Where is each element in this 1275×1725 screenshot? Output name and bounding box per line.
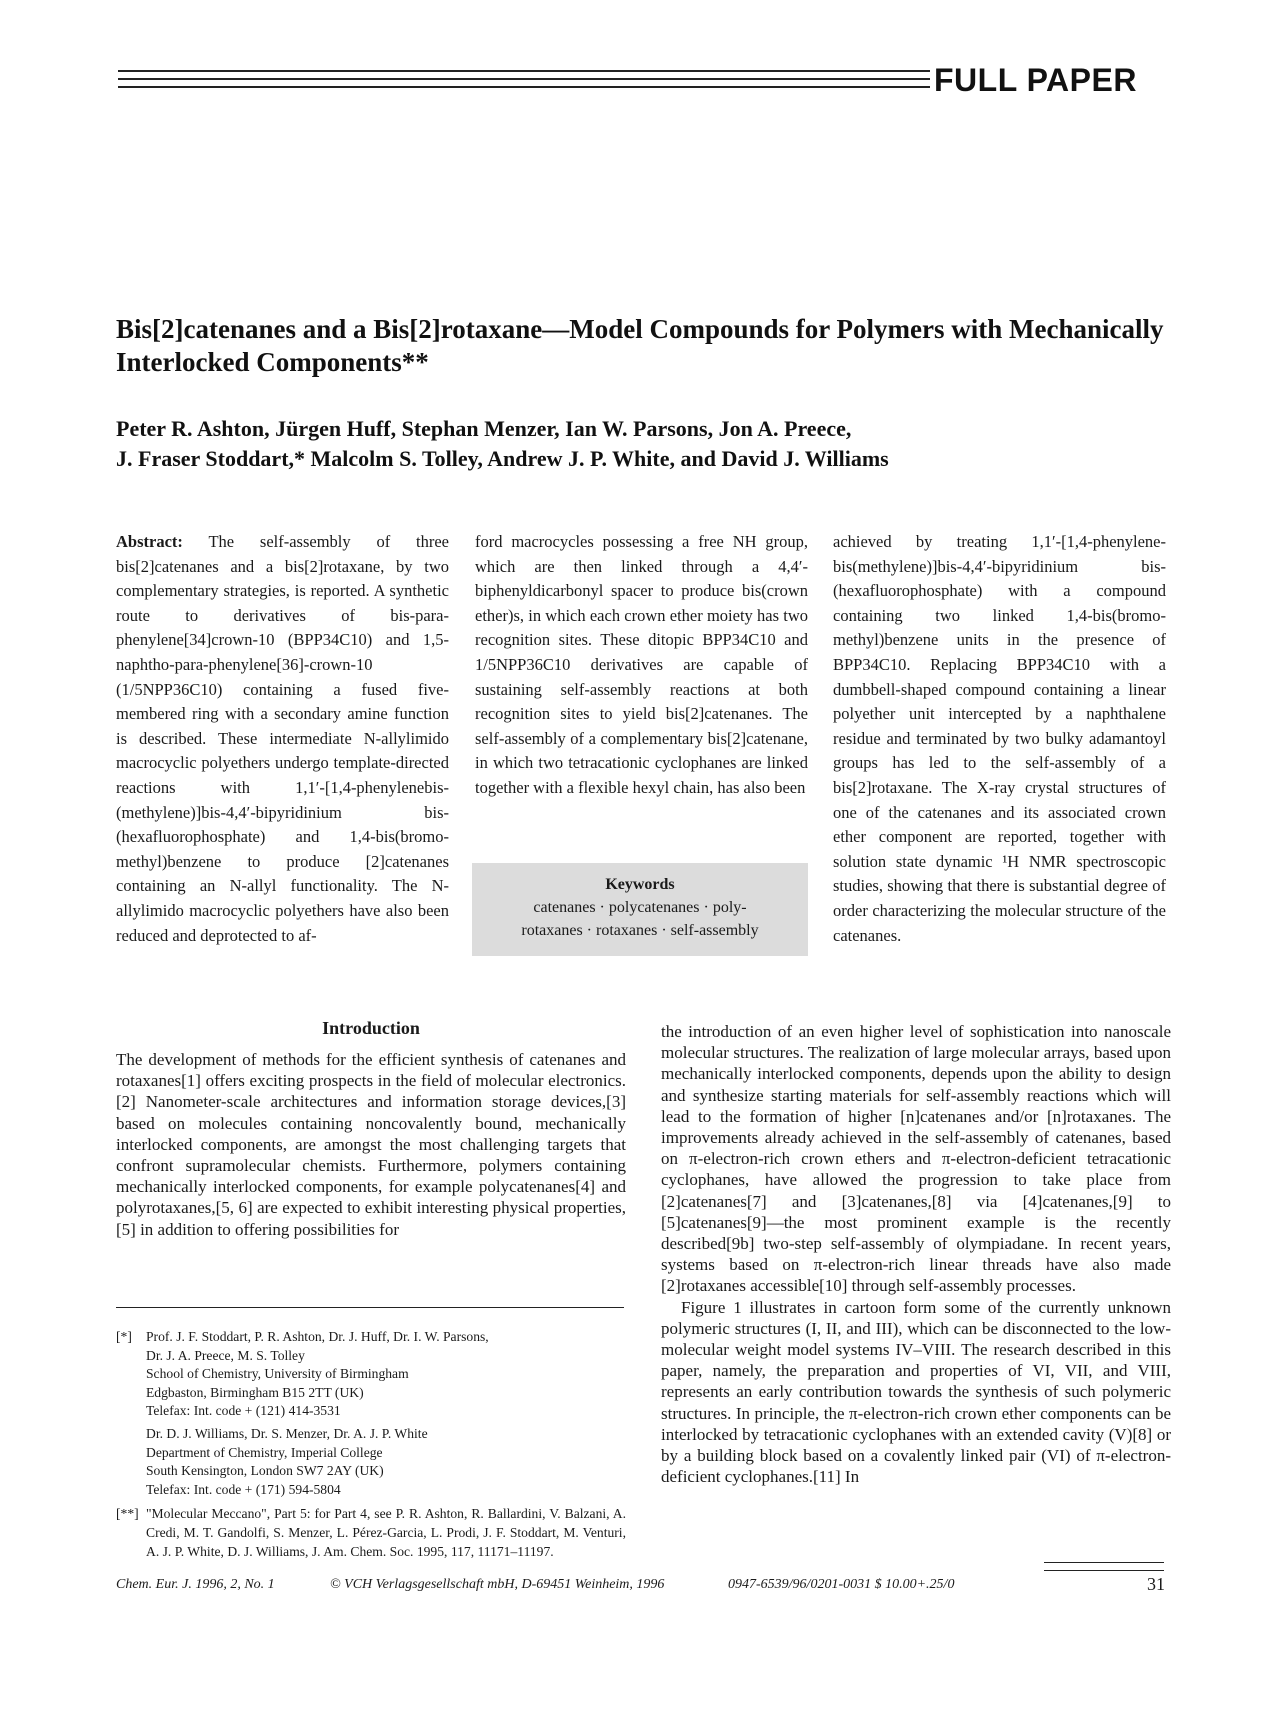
- introduction-heading: Introduction: [322, 1018, 420, 1038]
- abstract-column-1: [116, 530, 449, 948]
- footer-journal: Chem. Eur. J. 1996, 2, No. 1: [116, 1577, 275, 1592]
- keywords-box: [472, 863, 808, 956]
- affiliation-line: Telefax: Int. code + (121) 414-3531: [146, 1403, 341, 1419]
- affiliation-line: School of Chemistry, University of Birmingham: [146, 1366, 409, 1382]
- footer-code: 0947-6539/96/0201-0031 $ 10.00+.25/0: [728, 1577, 955, 1592]
- footnote-series-text: "Molecular Meccano", Part 5: for Part 4, see P. R. Ashton, R. Ballardini, V. Balzani, A. Credi, M. T. Gandolfi, S. Menzer, L. Pérez-Garcia, L. Prodi, J. F. Stoddart, M. Venturi, A. J. P. White, D. J. Williams, J. Am. Chem. Soc. 1995, 117, 11171–11197.: [146, 1506, 626, 1559]
- footnotes: [116, 1328, 626, 1567]
- intro-paragraph-2: the introduction of an even higher level of sophistication into nanoscale molecular structures. The realization of large molecular arrays, based upon mechanically interlocked components, depends upon the ability to design and synthesize starting materials for self-assembly reactions which will lead to the formation of higher [n]catenanes and/or [n]rotaxanes. The improvements already achieved in the self-assembly of catenanes, based on π-electron-rich crown ethers and π-electron-deficient tetracationic cyclophanes, have allowed the progression to take place from [2]catenanes[7] and [3]catenanes,[8] via [4]catenanes,[9] to [5]catenanes[9]—the most prominent example is the recently described[9b] two-step self-assembly of olympiadane. In recent years, systems based on π-electron-rich linear threads have also made [2]rotaxanes accessible[10] through self-assembly processes.: [661, 1022, 1171, 1296]
- footer-copyright: © VCH Verlagsgesellschaft mbH, D-69451 Weinheim, 1996: [330, 1577, 665, 1592]
- abstract-column-3: [833, 530, 1166, 948]
- author-line-2: J. Fraser Stoddart,* Malcolm S. Tolley, Andrew J. P. White, and David J. Williams: [116, 446, 889, 471]
- affiliation-line: Dr. J. A. Preece, M. S. Tolley: [146, 1347, 305, 1363]
- page-number: 31: [1147, 1574, 1165, 1594]
- affiliation-line: Telefax: Int. code + (171) 594-5804: [146, 1481, 341, 1497]
- keywords-heading: Keywords: [605, 876, 675, 893]
- section-label: FULL PAPER: [934, 62, 1137, 98]
- affiliation-line: Edgbaston, Birmingham B15 2TT (UK): [146, 1384, 364, 1400]
- body-column-1: [116, 1049, 626, 1240]
- author-list: [116, 414, 1176, 474]
- footnote-series: [116, 1505, 626, 1561]
- affiliation-line: Department of Chemistry, Imperial College: [146, 1444, 383, 1460]
- abstract-text-2: ford macrocycles possessing a free NH group, which are then linked through a 4,4′-biphenyldicarbonyl spacer to produce bis(crown ether)s, in which each crown ether moiety has two recognition sites. These ditopic BPP34C10 and 1/5NPP36C10 derivatives are capable of sustaining self-assembly reactions at both recognition sites to yield bis[2]catenanes. The self-assembly of a complementary bis[2]catenane, in which two tetracationic cyclophanes are linked together with a flexible hexyl chain, has also been: [475, 532, 808, 797]
- header-rules: [118, 70, 930, 96]
- abstract-label: Abstract:: [116, 532, 183, 551]
- abstract-column-2: [475, 530, 808, 801]
- intro-paragraph-1: The development of methods for the efficient synthesis of catenanes and rotaxanes[1] offers exciting prospects in the field of molecular electronics.[2] Nanometer-scale architectures and information storage devices,[3] based on molecules containing noncovalently bound, mechanically interlocked components, are amongst the most challenging targets that confront supramolecular chemists. Furthermore, polymers containing mechanically interlocked components, for example polycatenanes[4] and polyrotaxanes,[5, 6] are expected to exhibit interesting physical properties,[5] in addition to offering possibilities for: [116, 1050, 626, 1239]
- footnote-rule: [116, 1307, 624, 1308]
- abstract-text-1: The self-assembly of three bis[2]catenanes and a bis[2]rotaxane, by two complementary strategies, is reported. A synthetic route to derivatives of bis-para-phenylene[34]crown-10 (BPP34C10) and 1,5-naphtho-para-phenylene[36]-crown-10 (1/5NPP36C10) containing a fused five-membered ring with a secondary amine function is described. These intermediate N-allylimido macrocyclic polyethers undergo template-directed reactions with 1,1′-[1,4-phenylenebis-(methylene)]bis-4,4′-bipyridinium bis-(hexafluorophosphate) and 1,4-bis(bromo-methyl)benzene to produce [2]catenanes containing an N-allyl functionality. The N-allylimido macrocyclic polyethers have also been reduced and deprotected to af-: [116, 532, 449, 945]
- footnote-affiliations: [116, 1328, 626, 1499]
- keywords-line-2: rotaxanes · rotaxanes · self-assembly: [521, 922, 759, 939]
- affiliation-line: Dr. D. J. Williams, Dr. S. Menzer, Dr. A. J. P. White: [146, 1425, 428, 1441]
- author-line-1: Peter R. Ashton, Jürgen Huff, Stephan Menzer, Ian W. Parsons, Jon A. Preece,: [116, 416, 852, 441]
- affiliation-line: South Kensington, London SW7 2AY (UK): [146, 1463, 384, 1479]
- body-column-2: [661, 1021, 1171, 1487]
- paper-title: Bis[2]catenanes and a Bis[2]rotaxane—Model Compounds for Polymers with Mechanically Interlocked Components**: [116, 314, 1164, 377]
- keywords-line-1: catenanes · polycatenanes · poly-: [533, 899, 747, 916]
- footer-rules: [1044, 1562, 1164, 1578]
- intro-paragraph-3: Figure 1 illustrates in cartoon form some of the currently unknown polymeric structures (I, II, and III), which can be disconnected to the low-molecular weight model systems IV–VIII. The research described in this paper, namely, the preparation and properties of VI, VII, and VIII, represents an early contribution towards the synthesis of such polymeric structures. In principle, the π-electron-rich crown ether components can be interlocked by tetracationic cyclophanes with an extended cavity (V)[8] or by a building block based on a covalently linked pair (VI) of π-electron-deficient cyclophanes.[11] In: [661, 1297, 1171, 1487]
- abstract-text-3: achieved by treating 1,1′-[1,4-phenylene-bis(methylene)]bis-4,4′-bipyridinium bis-(hexafluorophosphate) with a compound containing two linked 1,4-bis(bromo-methyl)benzene units in the presence of BPP34C10. Replacing BPP34C10 with a dumbbell-shaped compound containing a linear polyether unit intercepted by a naphthalene residue and terminated by two bulky adamantoyl groups has led to the self-assembly of a bis[2]rotaxane. The X-ray crystal structures of one of the catenanes and its associated crown ether component are reported, together with solution state dynamic ¹H NMR spectroscopic studies, showing that there is substantial degree of order characterizing the molecular structure of the catenanes.: [833, 532, 1166, 945]
- footnote-marker: [*]: [116, 1329, 132, 1344]
- footnote-marker: [**]: [116, 1506, 139, 1522]
- affiliation-line: Prof. J. F. Stoddart, P. R. Ashton, Dr. J. Huff, Dr. I. W. Parsons,: [146, 1329, 489, 1344]
